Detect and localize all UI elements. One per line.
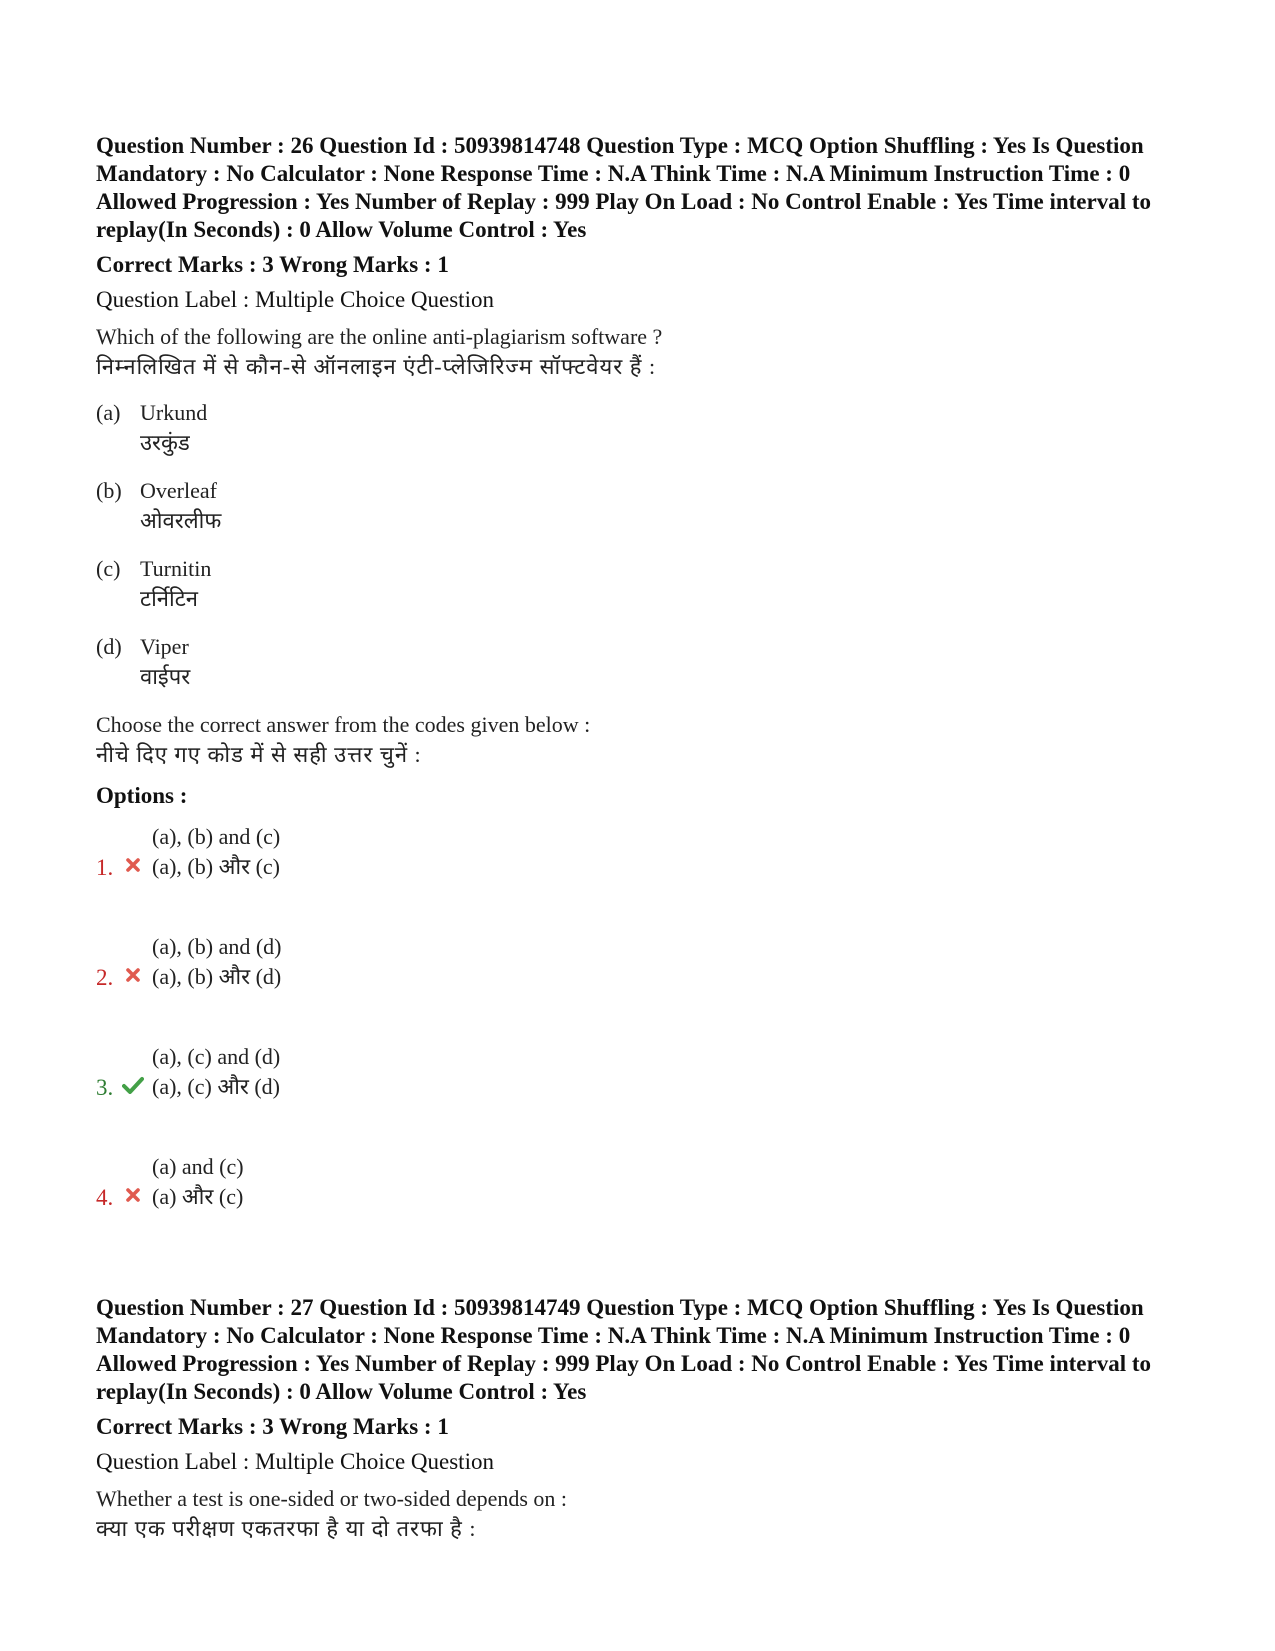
- option-list: [96, 810, 1186, 1250]
- statement-english: Overleaf: [140, 478, 217, 503]
- statement-hindi: टर्निटिन: [140, 586, 198, 611]
- instruction-hindi: नीचे दिए गए कोड में से सही उत्तर चुनें :: [96, 742, 422, 767]
- option-3: [96, 1030, 1186, 1140]
- option-hindi: (a), (c) और (d): [152, 1074, 280, 1099]
- statement-letter: (c): [96, 556, 121, 581]
- question-text: [96, 322, 1186, 382]
- option-text: [152, 1042, 280, 1102]
- question-marks: Correct Marks : 3 Wrong Marks : 1: [96, 1414, 449, 1439]
- question-text: [96, 1484, 1186, 1544]
- question-text-english: Whether a test is one-sided or two-sided depends on :: [96, 1486, 568, 1511]
- instruction-text: [96, 710, 1186, 770]
- option-text: [152, 932, 282, 992]
- statement-hindi: उरकुंड: [140, 430, 190, 455]
- cross-icon: [122, 854, 144, 876]
- option-hindi: (a) और (c): [152, 1184, 244, 1209]
- statement-hindi: ओवरलीफ: [140, 508, 222, 533]
- statement-letter: (d): [96, 634, 122, 659]
- option-english: (a), (c) and (d): [152, 1044, 281, 1069]
- statement-item: [96, 398, 1186, 458]
- option-2: [96, 920, 1186, 1030]
- statement-item: [96, 632, 1186, 692]
- option-number: 3.: [96, 1075, 114, 1100]
- statement-english: Urkund: [140, 400, 208, 425]
- cross-icon: [122, 1184, 144, 1206]
- option-number: 4.: [96, 1185, 114, 1210]
- question-label: Question Label : Multiple Choice Question: [96, 287, 494, 312]
- option-hindi: (a), (b) और (c): [152, 854, 280, 879]
- option-text: [152, 822, 280, 882]
- question-text-hindi: निम्नलिखित में से कौन-से ऑनलाइन एंटी-प्लेजिरिज्म सॉफ्टवेयर हैं :: [96, 354, 657, 379]
- cross-icon: [122, 964, 144, 986]
- option-text: [152, 1152, 244, 1212]
- question-label: Question Label : Multiple Choice Question: [96, 1449, 494, 1474]
- option-english: (a), (b) and (c): [152, 824, 281, 849]
- question-text-hindi: क्या एक परीक्षण एकतरफा है या दो तरफा है :: [96, 1516, 477, 1541]
- option-hindi: (a), (b) और (d): [152, 964, 282, 989]
- question-meta: Question Number : 27 Question Id : 50939814749 Question Type : MCQ Option Shuffling : Yes Is Question Mandatory : No Calculator : None Response Time : N.A Think Time : N.A Minimum Instruction Time : 0 Allowed Progression : Yes Number of Replay : 999 Play On Load : No Control Enable : Yes Time interval to replay(In Seconds) : 0 Allow Volume Control : Yes: [96, 1295, 1152, 1404]
- statement-list: [96, 398, 1186, 692]
- option-english: (a) and (c): [152, 1154, 244, 1179]
- statement-letter: (a): [96, 400, 121, 425]
- statement-letter: (b): [96, 478, 122, 503]
- question-meta: Question Number : 26 Question Id : 50939814748 Question Type : MCQ Option Shuffling : Yes Is Question Mandatory : No Calculator : None Response Time : N.A Think Time : N.A Minimum Instruction Time : 0 Allowed Progression : Yes Number of Replay : 999 Play On Load : No Control Enable : Yes Time interval to replay(In Seconds) : 0 Allow Volume Control : Yes: [96, 133, 1152, 242]
- options-title: Options :: [96, 783, 188, 808]
- option-number: 2.: [96, 965, 114, 990]
- question-27: [96, 1294, 1186, 1544]
- statement-hindi: वाईपर: [140, 664, 191, 689]
- instruction-english: Choose the correct answer from the codes given below :: [96, 712, 591, 737]
- document-page: [96, 132, 1186, 1544]
- question-26: [96, 132, 1186, 1250]
- option-english: (a), (b) and (d): [152, 934, 282, 959]
- question-marks: Correct Marks : 3 Wrong Marks : 1: [96, 252, 449, 277]
- statement-item: [96, 554, 1186, 614]
- check-icon: [122, 1074, 144, 1096]
- statement-english: Viper: [140, 634, 189, 659]
- option-number: 1.: [96, 855, 114, 880]
- statement-item: [96, 476, 1186, 536]
- statement-english: Turnitin: [140, 556, 212, 581]
- question-text-english: Which of the following are the online anti-plagiarism software ?: [96, 324, 663, 349]
- option-4: [96, 1140, 1186, 1250]
- option-1: [96, 810, 1186, 920]
